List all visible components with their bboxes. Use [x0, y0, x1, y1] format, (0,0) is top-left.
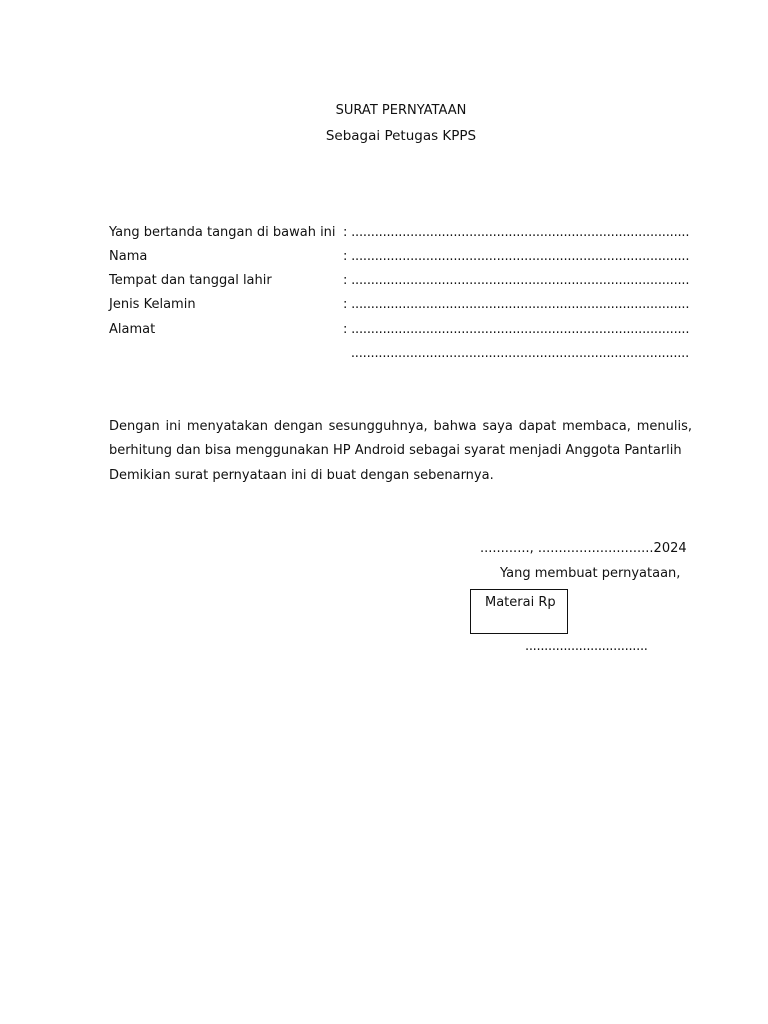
- field-blank: : ......................................................................................: [343, 249, 690, 264]
- signature-name-line: ................................: [525, 639, 648, 654]
- stamp-box: [470, 589, 568, 634]
- signer-label: Yang membuat pernyataan,: [500, 566, 681, 581]
- date-line: ............, ............................2024: [480, 541, 687, 556]
- field-blank: : ......................................................................................: [343, 322, 690, 337]
- field-label: Nama: [109, 249, 148, 264]
- field-label: Alamat: [109, 322, 156, 337]
- field-blank: : ......................................................................................: [343, 225, 690, 240]
- field-label: Jenis Kelamin: [109, 297, 196, 312]
- field-label: Tempat dan tanggal lahir: [109, 273, 272, 288]
- statement-closing: Demikian surat pernyataan ini di buat dengan sebenarnya.: [109, 468, 494, 483]
- document-title: SURAT PERNYATAAN: [335, 103, 467, 118]
- statement-line-2: berhitung dan bisa menggunakan HP Android sebagai syarat menjadi Anggota Pantarlih: [109, 443, 682, 458]
- document-subtitle: Sebagai Petugas KPPS: [325, 128, 477, 144]
- field-blank: : ......................................................................................: [343, 297, 690, 312]
- statement-line-1: Dengan ini menyatakan dengan sesungguhnya, bahwa saya dapat membaca, menulis,: [109, 419, 692, 434]
- field-label: Yang bertanda tangan di bawah ini: [109, 225, 336, 240]
- field-blank: : ......................................................................................: [343, 273, 690, 288]
- field-blank: ......................................................................................: [343, 346, 690, 361]
- stamp-label: Materai Rp: [485, 595, 556, 610]
